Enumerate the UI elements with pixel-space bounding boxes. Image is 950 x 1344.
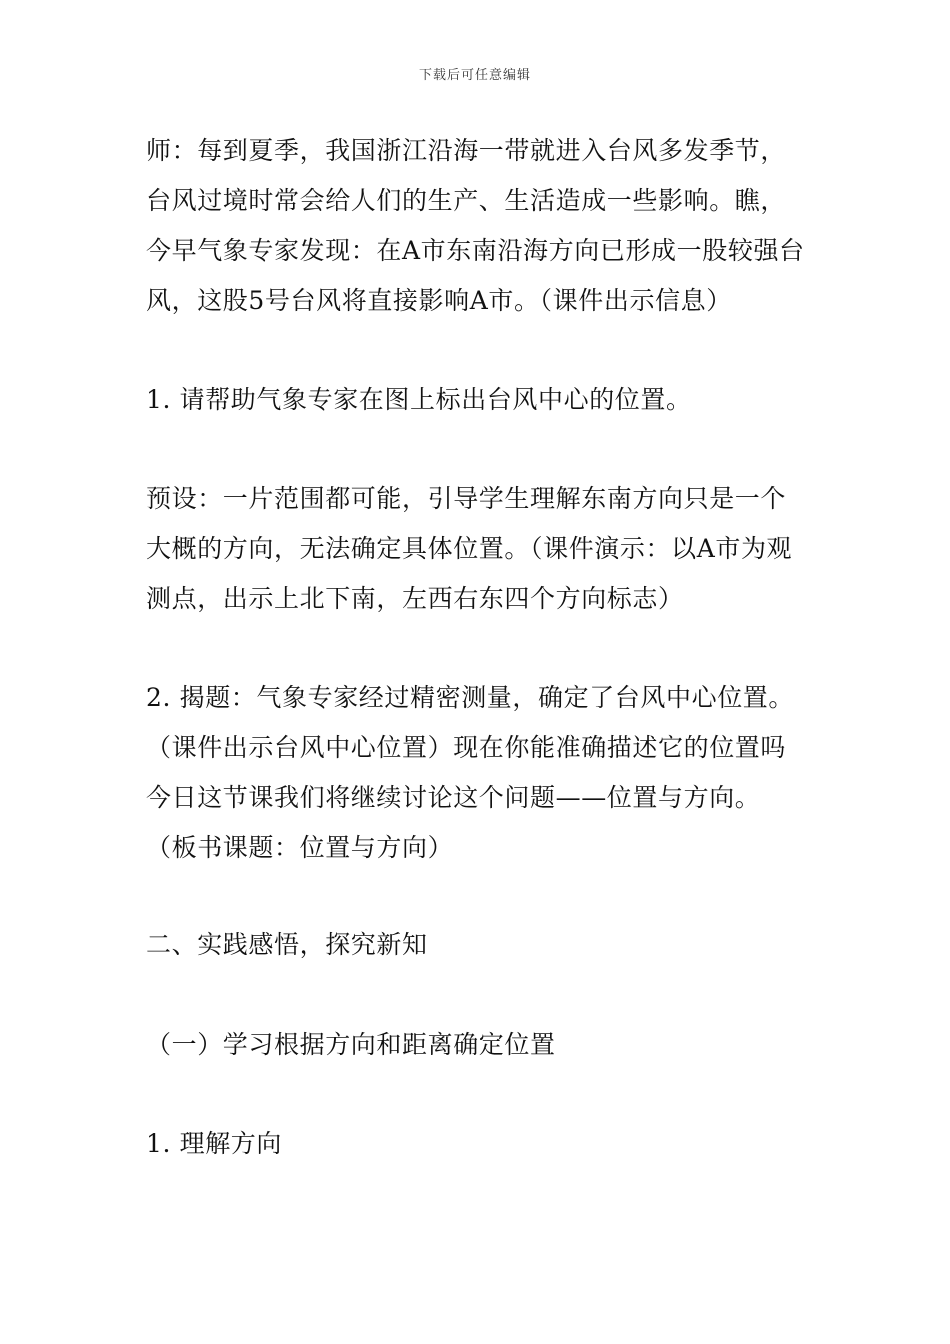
text-line: 1. 请帮助气象专家在图上标出台风中心的位置。 [146,385,692,414]
text-line: 师：每到夏季，我国浙江沿海一带就进入台风多发季节， [146,136,787,165]
text-line: 2. 揭题：气象专家经过精密测量，确定了台风中心位置。 [146,683,795,712]
item-heading-1 [146,1119,818,1169]
text-line: 二、实践感悟，探究新知 [146,930,428,959]
subsection-heading-1 [146,1020,818,1070]
text-line: 1. 理解方向 [146,1129,282,1158]
section-heading-2 [146,920,818,970]
text-line: （课件出示台风中心位置）现在你能准确描述它的位置吗 [146,733,787,762]
page-header: 下载后可任意编辑 [418,68,531,83]
text-line: 台风过境时常会给人们的生产、生活造成一些影响。瞧， [146,186,787,215]
preset-paragraph [146,474,818,624]
text-line: （一）学习根据方向和距离确定位置 [146,1030,556,1059]
text-line: 预设：一片范围都可能，引导学生理解东南方向只是一个 [146,484,787,513]
text-line: 风，这股5号台风将直接影响A市。（课件出示信息） [146,286,732,315]
question-1-paragraph [146,375,818,425]
text-line: （板书课题：位置与方向） [146,833,454,862]
reveal-topic-paragraph [146,673,818,873]
text-line: 大概的方向，无法确定具体位置。（课件演示：以A市为观 [146,534,793,563]
text-line: 测点，出示上北下南，左西右东四个方向标志） [146,584,684,613]
intro-paragraph [146,126,818,326]
text-line: 今早气象专家发现：在A市东南沿海方向已形成一股较强台 [146,236,805,265]
text-line: 今日这节课我们将继续讨论这个问题——位置与方向。 [146,783,761,812]
